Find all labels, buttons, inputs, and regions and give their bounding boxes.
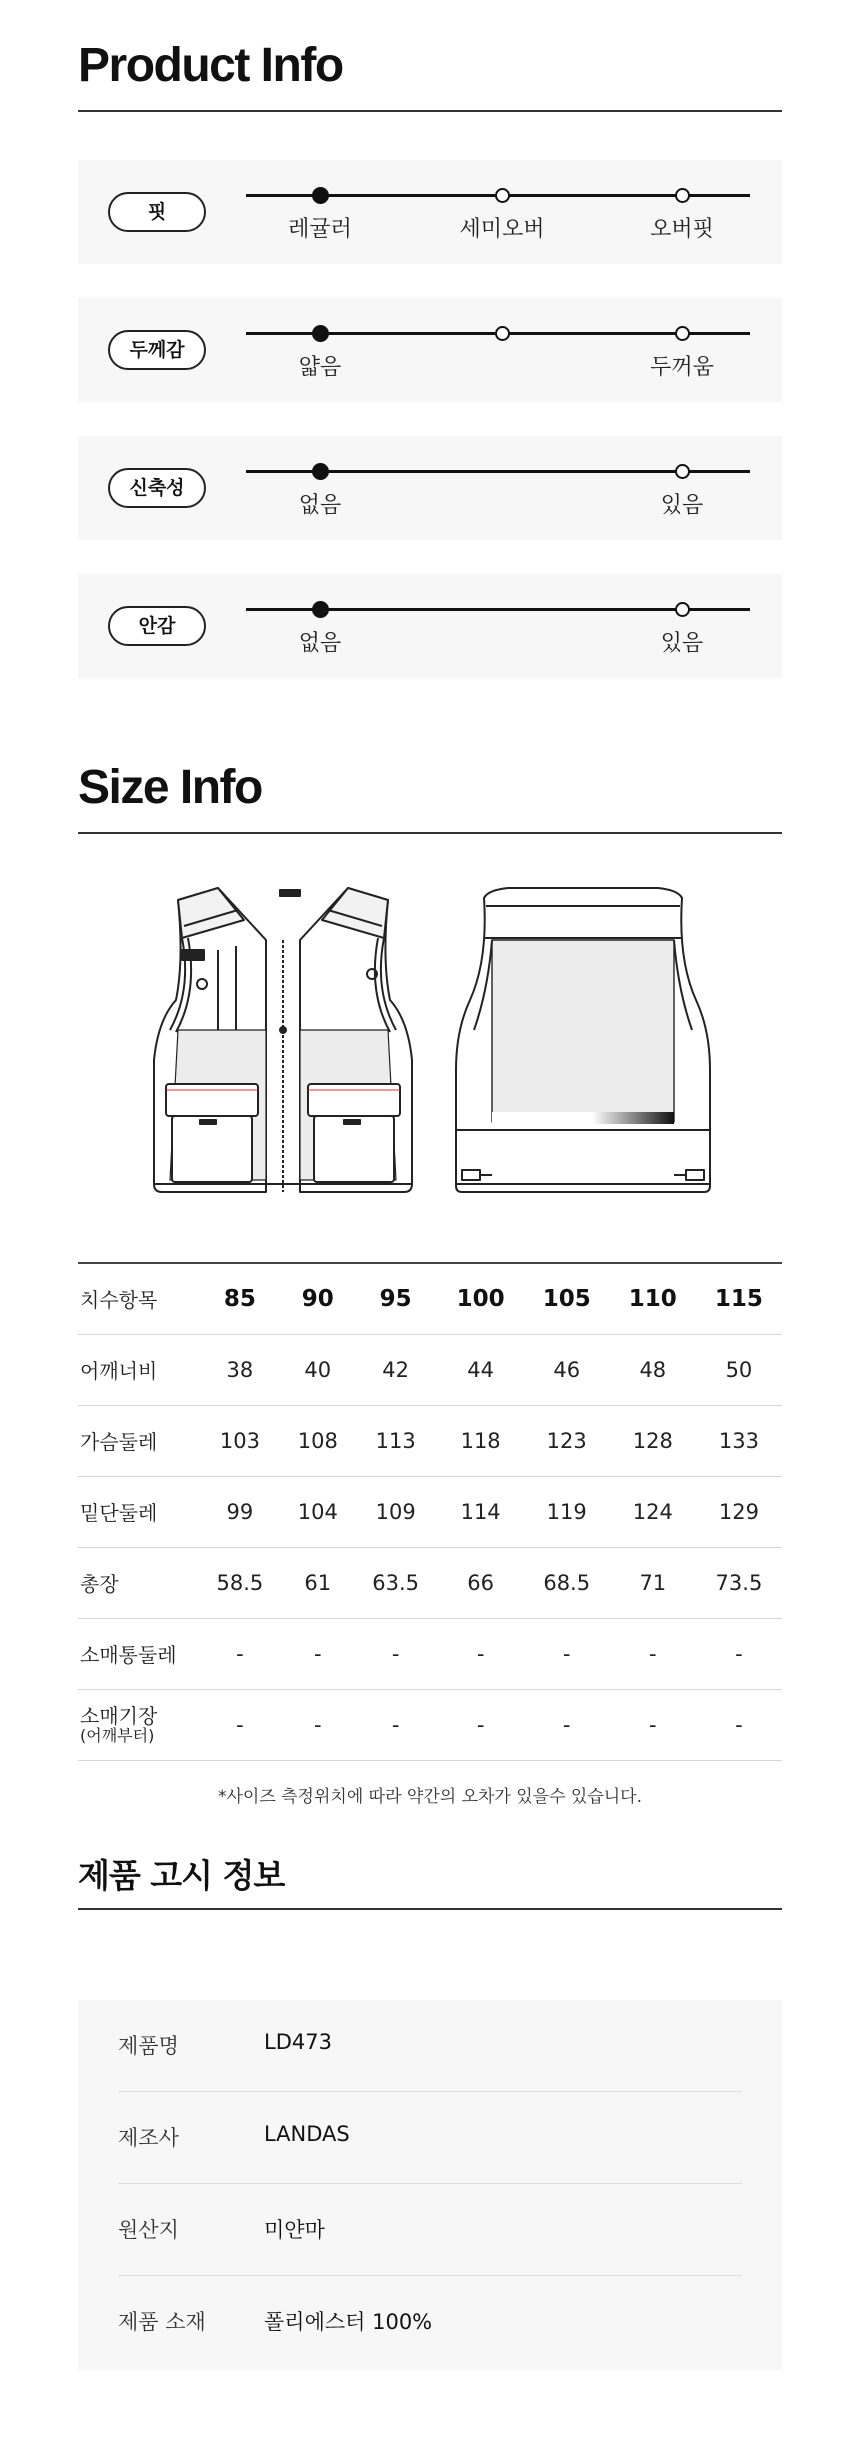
size-cell: - xyxy=(524,1689,610,1760)
size-table-header-label: 치수항목 xyxy=(78,1263,198,1334)
size-row-label xyxy=(78,1334,198,1405)
size-cell: - xyxy=(282,1689,354,1760)
size-info-title: Size Info xyxy=(78,761,262,814)
scale-dot-selected xyxy=(312,463,329,480)
size-cell: 109 xyxy=(354,1476,438,1547)
size-cell: 61 xyxy=(282,1547,354,1618)
size-cell: 66 xyxy=(438,1547,524,1618)
size-cell: - xyxy=(696,1689,782,1760)
size-cell: 133 xyxy=(696,1405,782,1476)
size-cell: 108 xyxy=(282,1405,354,1476)
notice-key: 제품명 xyxy=(118,2034,179,2058)
size-info-divider xyxy=(78,832,782,834)
size-table-row xyxy=(78,1476,782,1547)
notice-divider xyxy=(78,1908,782,1910)
size-row-label xyxy=(78,1689,198,1760)
notice-value: LANDAS xyxy=(264,2122,350,2146)
vest-front-drawing xyxy=(148,880,418,1200)
size-cell: 103 xyxy=(198,1405,282,1476)
size-row-label-text: 가슴둘레 xyxy=(80,1430,158,1454)
scale-box xyxy=(78,436,782,540)
notice-title: 제품 고시 정보 xyxy=(78,1856,285,1895)
notice-key: 제품 소재 xyxy=(118,2310,206,2334)
scale-dot-selected xyxy=(312,325,329,342)
size-cell: 44 xyxy=(438,1334,524,1405)
notice-value: LD473 xyxy=(264,2030,332,2054)
scale-dot-selected xyxy=(312,187,329,204)
size-col-100: 100 xyxy=(438,1263,524,1334)
scale-dot xyxy=(495,326,510,341)
size-row-label-text: 소매통둘레 xyxy=(80,1643,177,1667)
scale-dot xyxy=(675,602,690,617)
size-row-label xyxy=(78,1476,198,1547)
notice-row-manufacturer xyxy=(118,2092,742,2184)
size-col-90: 90 xyxy=(282,1263,354,1334)
size-col-110: 110 xyxy=(610,1263,696,1334)
scale-option-label: 없음 xyxy=(298,493,342,518)
scale-option-label: 세미오버 xyxy=(459,217,545,242)
size-cell: - xyxy=(610,1689,696,1760)
size-cell: 63.5 xyxy=(354,1547,438,1618)
size-cell: - xyxy=(610,1618,696,1689)
size-note: *사이즈 측정위치에 따라 약간의 오차가 있을수 있습니다. xyxy=(217,1787,643,1807)
scale-label: 신축성 xyxy=(108,468,206,508)
size-cell: - xyxy=(198,1618,282,1689)
size-cell: 68.5 xyxy=(524,1547,610,1618)
vest-back-drawing xyxy=(448,880,718,1200)
size-cell: - xyxy=(198,1689,282,1760)
size-cell: 124 xyxy=(610,1476,696,1547)
notice-row-material xyxy=(118,2276,742,2368)
scale-box xyxy=(78,574,782,678)
scale-option-label: 있음 xyxy=(660,631,704,656)
scale-box xyxy=(78,298,782,402)
notice-key: 원산지 xyxy=(118,2218,179,2242)
size-row-label-text: 어깨너비 xyxy=(80,1359,158,1383)
size-cell: 99 xyxy=(198,1476,282,1547)
scale-option-label: 두꺼움 xyxy=(650,355,714,380)
size-cell: 40 xyxy=(282,1334,354,1405)
size-row-label xyxy=(78,1618,198,1689)
size-col-115: 115 xyxy=(696,1263,782,1334)
scale-dot xyxy=(675,188,690,203)
size-cell: 46 xyxy=(524,1334,610,1405)
size-cell: 104 xyxy=(282,1476,354,1547)
size-col-105: 105 xyxy=(524,1263,610,1334)
size-row-sublabel: (어깨부터) xyxy=(80,1725,155,1745)
scale-box xyxy=(78,160,782,264)
scale-dot-selected xyxy=(312,601,329,618)
size-cell: 58.5 xyxy=(198,1547,282,1618)
notice-row-product-name xyxy=(118,2000,742,2092)
size-cell: - xyxy=(696,1618,782,1689)
size-cell: 42 xyxy=(354,1334,438,1405)
scale-option-label: 없음 xyxy=(298,631,342,656)
scale-option-label: 있음 xyxy=(660,493,704,518)
notice-row-origin xyxy=(118,2184,742,2276)
notice-box xyxy=(78,2000,782,2370)
product-info-title: Product Info xyxy=(78,39,343,92)
size-cell: 73.5 xyxy=(696,1547,782,1618)
size-cell: 118 xyxy=(438,1405,524,1476)
scale-option-label: 오버핏 xyxy=(650,217,714,242)
size-cell: 123 xyxy=(524,1405,610,1476)
size-cell: - xyxy=(354,1618,438,1689)
size-cell: - xyxy=(524,1618,610,1689)
scale-dot xyxy=(675,464,690,479)
size-table-row xyxy=(78,1689,782,1760)
size-cell: - xyxy=(438,1689,524,1760)
size-cell: 48 xyxy=(610,1334,696,1405)
size-row-label-text: 총장 xyxy=(80,1572,119,1596)
size-cell: - xyxy=(282,1618,354,1689)
size-col-95: 95 xyxy=(354,1263,438,1334)
scale-option-label: 얇음 xyxy=(298,355,342,380)
size-cell: 129 xyxy=(696,1476,782,1547)
notice-key: 제조사 xyxy=(118,2126,179,2150)
size-table xyxy=(78,1262,782,1761)
size-row-label-text: 밑단둘레 xyxy=(80,1501,158,1525)
scale-dot xyxy=(495,188,510,203)
scale-label: 핏 xyxy=(108,192,206,232)
scale-label: 안감 xyxy=(108,606,206,646)
product-info-divider xyxy=(78,110,782,112)
scale-dot xyxy=(675,326,690,341)
size-cell: 71 xyxy=(610,1547,696,1618)
size-cell: - xyxy=(354,1689,438,1760)
size-row-label xyxy=(78,1405,198,1476)
size-cell: 114 xyxy=(438,1476,524,1547)
size-cell: 128 xyxy=(610,1405,696,1476)
size-col-85: 85 xyxy=(198,1263,282,1334)
size-row-label-text: 소매기장 xyxy=(80,1703,158,1728)
size-table-row xyxy=(78,1405,782,1476)
size-cell: 113 xyxy=(354,1405,438,1476)
size-cell: 119 xyxy=(524,1476,610,1547)
size-table-row xyxy=(78,1547,782,1618)
size-table-row xyxy=(78,1334,782,1405)
size-table-row xyxy=(78,1618,782,1689)
size-row-label xyxy=(78,1547,198,1618)
size-cell: - xyxy=(438,1618,524,1689)
scale-label: 두께감 xyxy=(108,330,206,370)
scale-option-label: 레귤러 xyxy=(288,217,352,242)
size-cell: 38 xyxy=(198,1334,282,1405)
size-cell: 50 xyxy=(696,1334,782,1405)
size-table-header xyxy=(78,1263,782,1334)
notice-value: 미얀마 xyxy=(264,2218,325,2242)
notice-value: 폴리에스터 100% xyxy=(264,2310,433,2334)
